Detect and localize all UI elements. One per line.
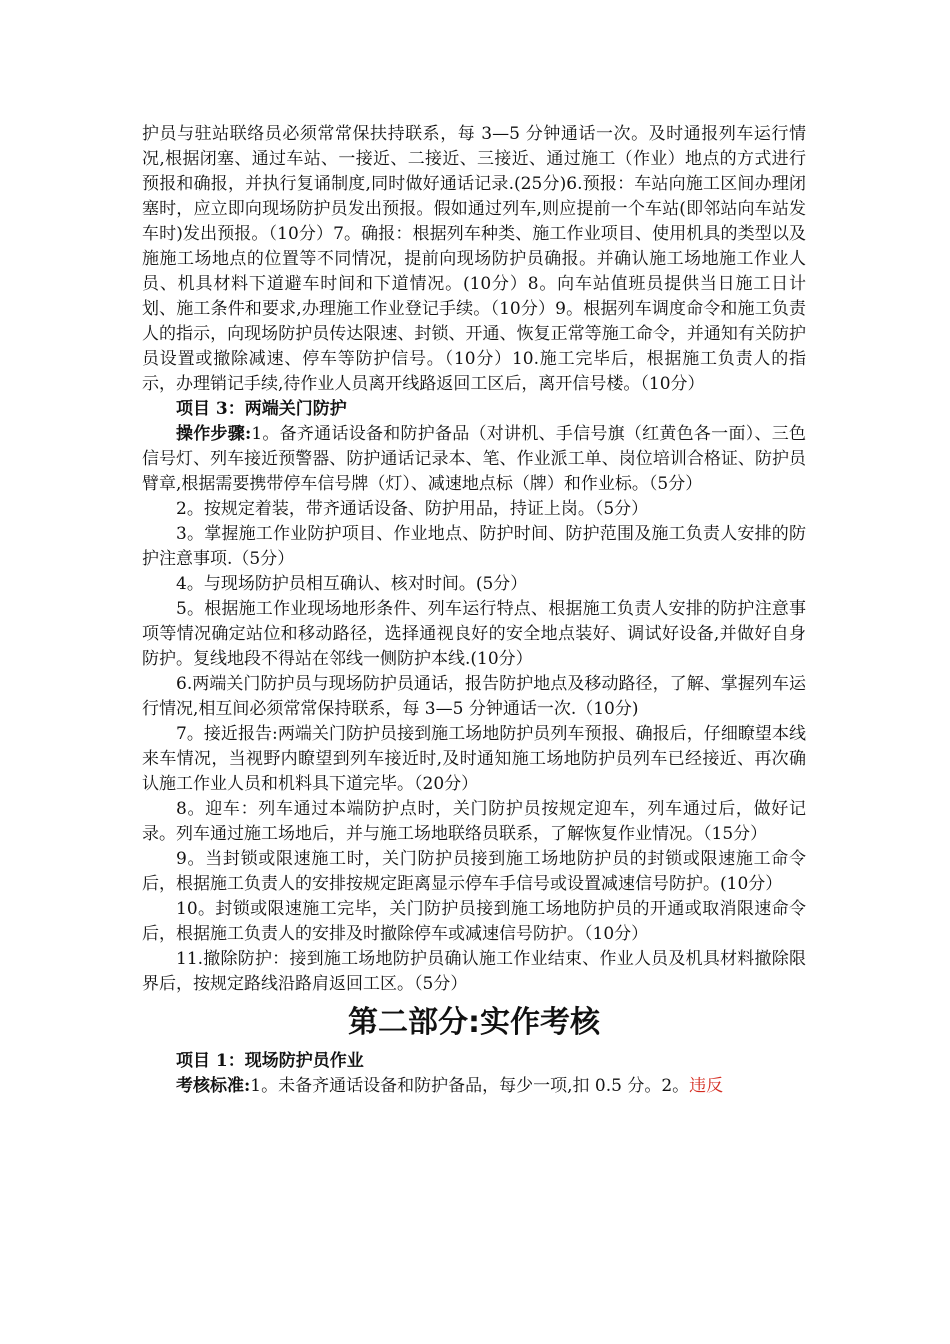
steps-label: 操作步骤:	[176, 424, 252, 444]
part2-title: 第二部分:实作考核	[348, 1005, 600, 1040]
criteria-text: 1。未备齐通话设备和防护备品，每少一项,扣 0.5 分。2。	[250, 1076, 690, 1096]
document-content	[142, 122, 806, 1099]
project3-step-3: 3。掌握施工作业防护项目、作业地点、防护时间、防护范围及施工负责人安排的防护注意事项.（5分）	[142, 524, 806, 569]
project3-step-7: 7。接近报告:两端关门防护员接到施工场地防护员列车预报、确报后，仔细瞭望本线来车情况，当视野内瞭望到列车接近时,及时通知施工场地防护员列车已经接近、再次确认施工作业人员和机料具下道完毕。（20分）	[142, 724, 806, 794]
continuation-paragraph: 护员与驻站联络员必须常常保扶持联系，每 3—5 分钟通话一次。及时通报列车运行情况,根据闭塞、通过车站、一接近、二接近、三接近、通过施工（作业）地点的方式进行预报和确报，并执行复诵制度,同时做好通话记录.(25分)6.预报：车站向施工区间办理闭塞时，应立即向现场防护员发出预报。假如通过列车,则应提前一个车站(即邻站向车站发车时)发出预报。（10分）7。确报：根据列车种类、施工作业项目、使用机具的类型以及施施工场地点的位置等不同情况，提前向现场防护员确报。并确认施工场地施工作业人员、机具材料下道避车时间和下道情况。(10分）8。向车站值班员提供当日施工日计划、施工条件和要求,办理施工作业登记手续。（10分）9。根据列车调度命令和施工负责人的指示，向现场防护员传达限速、封锁、开通、恢复正常等施工命令，并通知有关防护员设置或撤除减速、停车等防护信号。（10分）10.施工完毕后，根据施工负责人的指示，办理销记手续,待作业人员离开线路返回工区后，离开信号楼。（10分）	[142, 124, 806, 394]
step-1-text: 1。备齐通话设备和防护备品（对讲机、手信号旗（红黄色各一面）、三色信号灯、列车接近预警器、防护通话记录本、笔、作业派工单、岗位培训合格证、防护员臂章,根据需要携带停车信号牌（灯）、减速地点标（牌）和作业标。（5分）	[142, 424, 806, 494]
project3-step-10: 10。封锁或限速施工完毕，关门防护员接到施工场地防护员的开通或取消限速命令后，根据施工负责人的安排及时撤除停车或减速信号防护。（10分）	[142, 899, 806, 944]
project3-step-4: 4。与现场防护员相互确认、核对时间。(5分）	[176, 574, 528, 594]
project3-heading: 项目 3：两端关门防护	[176, 399, 347, 419]
project3-step-8: 8。迎车：列车通过本端防护点时，关门防护员按规定迎车，列车通过后，做好记录。列车通过施工场地后，并与施工场地联络员联系，了解恢复作业情况。（15分）	[142, 799, 806, 844]
project3-step-9: 9。当封锁或限速施工时，关门防护员接到施工场地防护员的封锁或限速施工命令后，根据施工负责人的安排按规定距离显示停车手信号或设置减速信号防护。(10分）	[142, 849, 806, 894]
project3-step-2: 2。按规定着装，带齐通话设备、防护用品，持证上岗。（5分）	[176, 499, 649, 519]
project3-step-1	[142, 422, 806, 497]
criteria-red-text: 违反	[689, 1076, 724, 1096]
part2-project1-heading: 项目 1：现场防护员作业	[176, 1051, 364, 1071]
criteria-label: 考核标准:	[176, 1076, 251, 1096]
project3-step-11: 11.撤除防护：接到施工场地防护员确认施工作业结束、作业人员及机具材料撤除限界后，按规定路线沿路肩返回工区。（5分）	[142, 949, 806, 994]
part2-criteria-paragraph	[142, 1074, 806, 1099]
project3-step-6: 6.两端关门防护员与现场防护员通话，报告防护地点及移动路径，了解、掌握列车运行情况,相互间必须常常保持联系，每 3—5 分钟通话一次.（10分)	[142, 674, 806, 719]
project3-step-5: 5。根据施工作业现场地形条件、列车运行特点、根据施工负责人安排的防护注意事项等情况确定站位和移动路径，选择通视良好的安全地点装好、调试好设备,并做好自身防护。复线地段不得站在邻线一侧防护本线.(10分）	[142, 599, 806, 669]
